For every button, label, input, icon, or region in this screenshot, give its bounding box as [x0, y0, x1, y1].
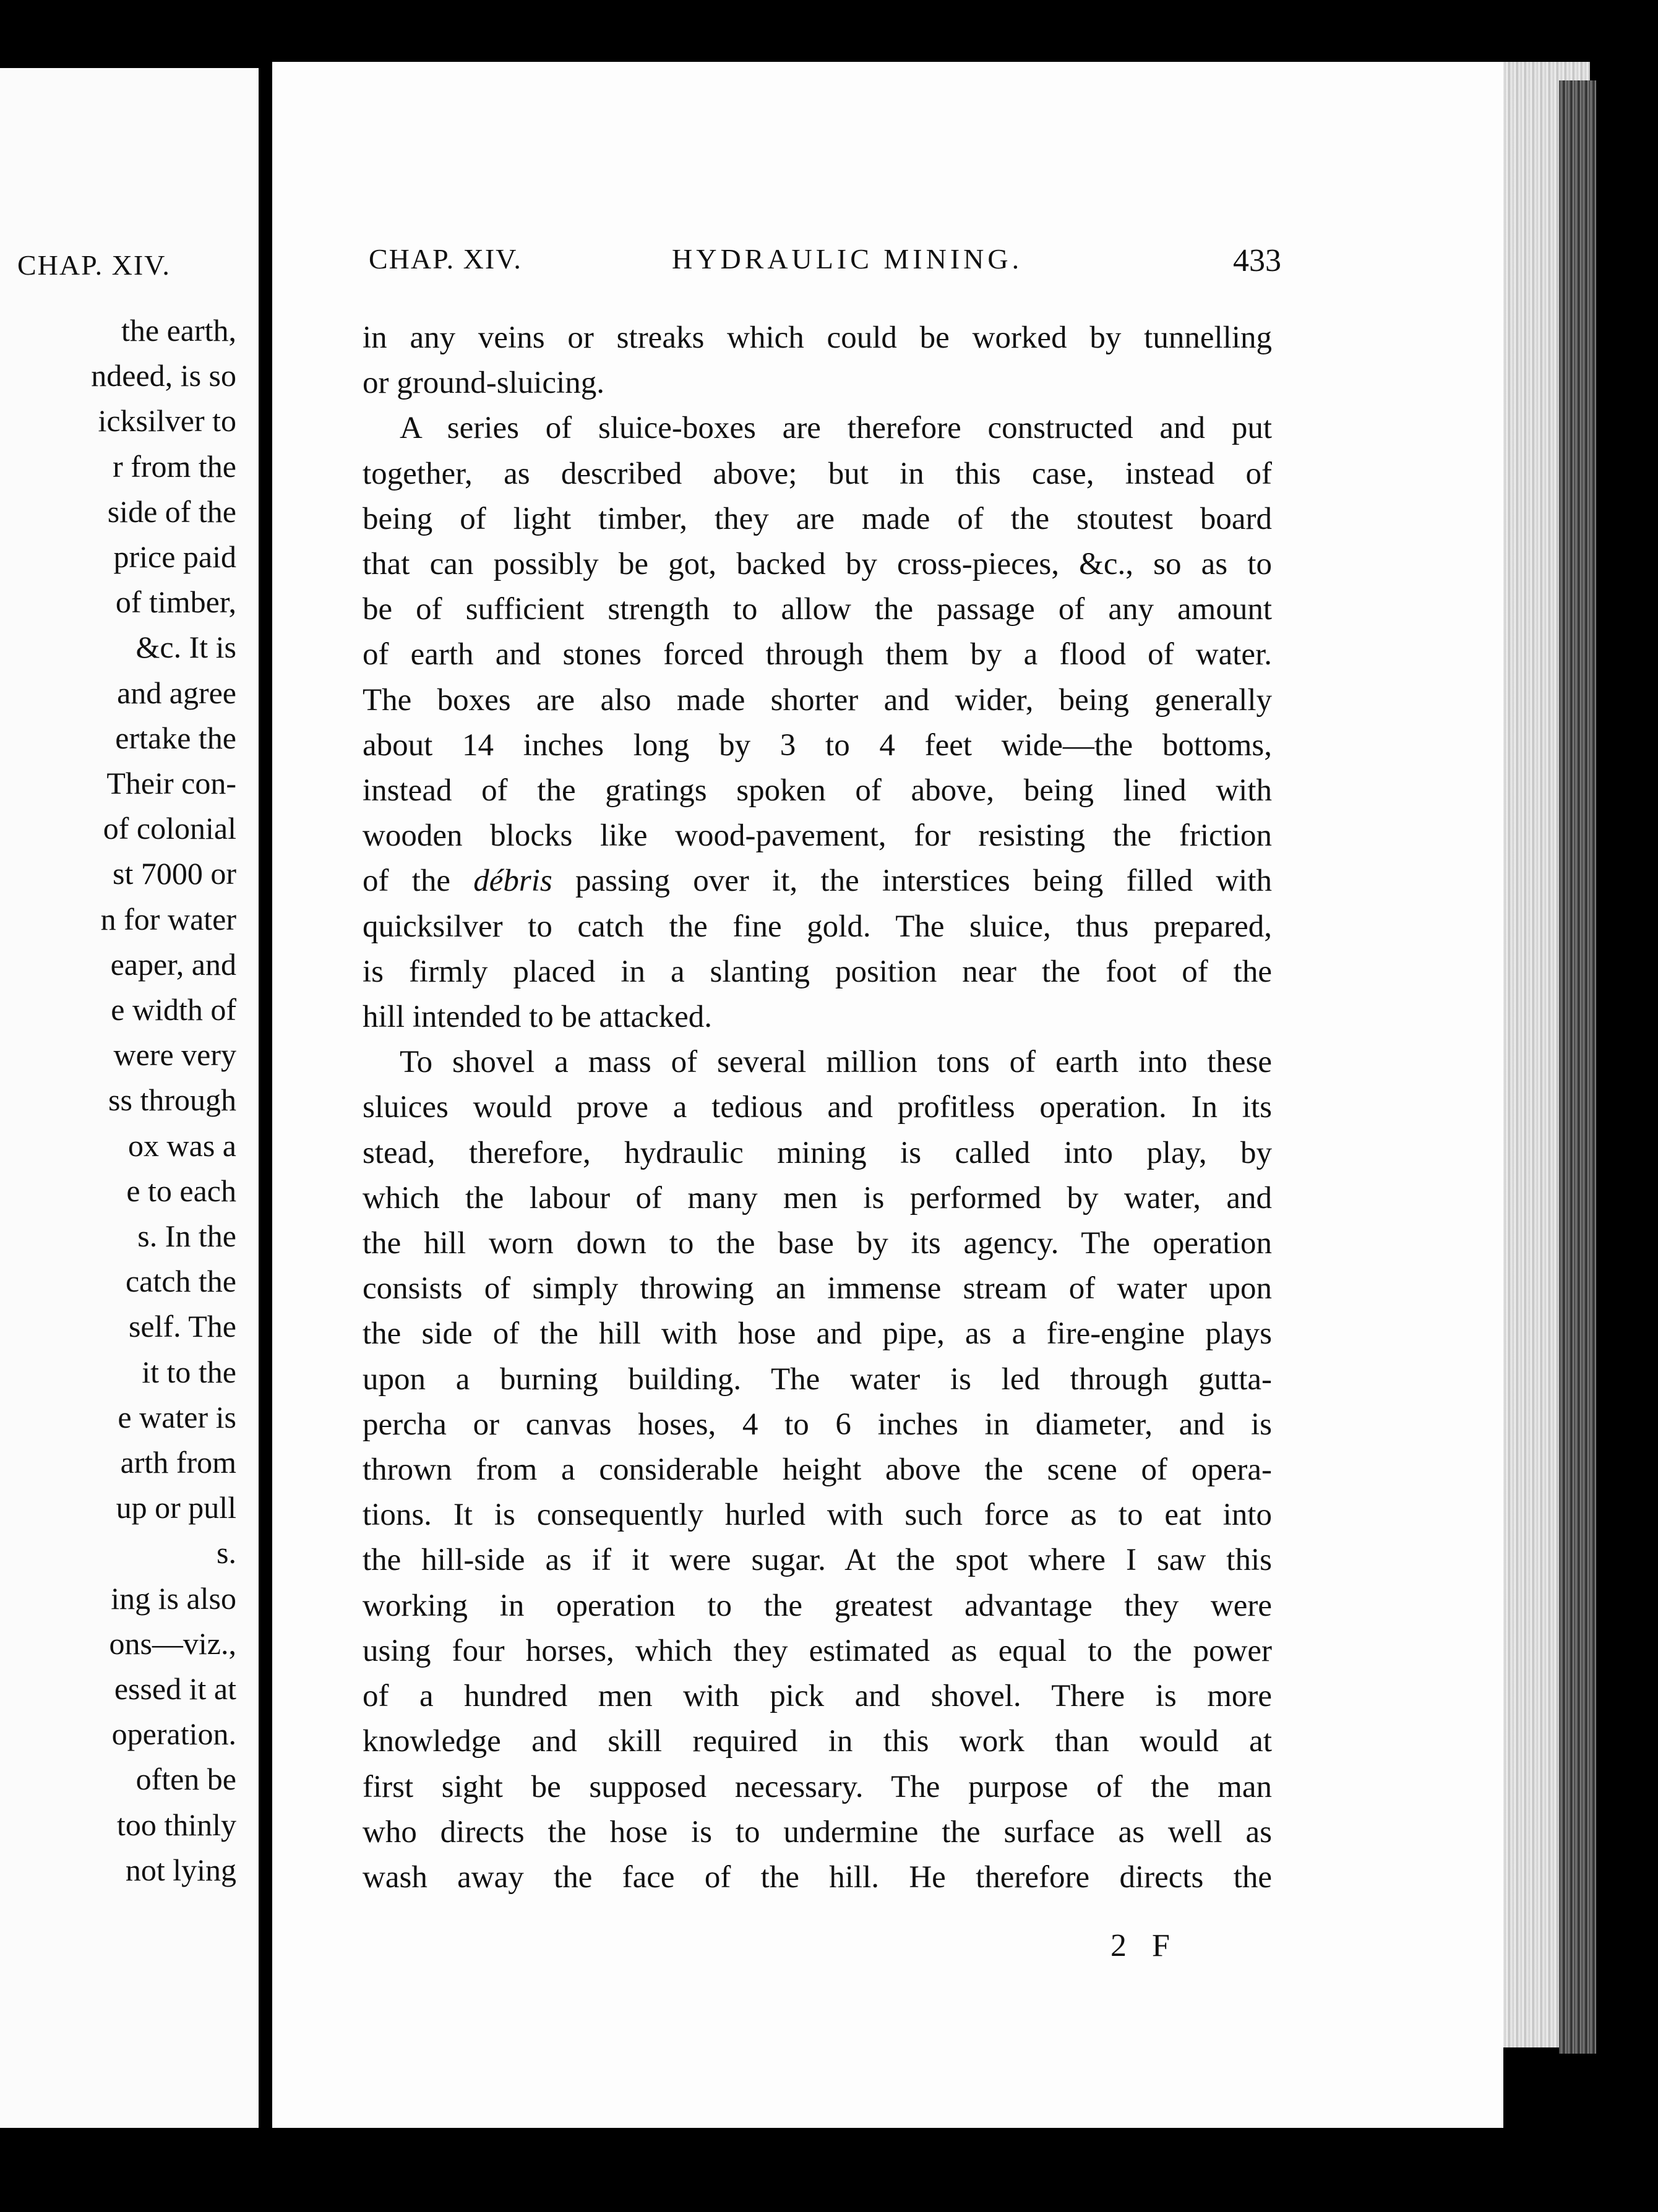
body-text — [363, 315, 1272, 1900]
left-text-line: the earth, — [121, 313, 236, 348]
text-line: being of light timber, they are made of the stoutest board — [363, 501, 1272, 536]
book-binding-edge — [1559, 80, 1596, 2054]
text-line: sluices would prove a tedious and profitless operation. In its — [363, 1090, 1272, 1125]
left-text-line: it to the — [142, 1354, 236, 1389]
text-line: consists of simply throwing an immense stream of water upon — [363, 1271, 1272, 1306]
left-text-line: price paid — [113, 539, 236, 574]
page-number: 433 — [1233, 243, 1281, 278]
left-text-line: ertake the — [115, 720, 236, 755]
text-line: working in operation to the greatest advantage they were — [363, 1588, 1272, 1623]
left-text-line: s. In the — [137, 1219, 236, 1253]
text-line: To shovel a mass of several million tons of earth into these — [400, 1045, 1272, 1080]
text-line: percha or canvas hoses, 4 to 6 inches in diameter, and is — [363, 1407, 1272, 1442]
left-text-line: ons—viz., — [109, 1626, 236, 1661]
left-text-line: arth from — [120, 1445, 236, 1480]
running-head — [369, 242, 1281, 286]
text-line: or ground-sluicing. — [363, 366, 604, 401]
left-text-line: of timber, — [115, 585, 236, 620]
left-text-line: s. — [217, 1535, 236, 1571]
left-text-line: n for water — [100, 901, 236, 937]
signature-mark: 2 F — [1110, 1928, 1179, 1963]
left-text-line: operation. — [111, 1717, 236, 1752]
left-text-line: self. The — [128, 1309, 236, 1344]
left-text-line: catch the — [125, 1264, 236, 1299]
left-text-line: essed it at — [114, 1671, 236, 1706]
text-line: the side of the hill with hose and pipe, as a fire-engine plays — [363, 1316, 1272, 1352]
text-line: The boxes are also made shorter and wider, being generally — [363, 682, 1272, 718]
text-line: wash away the face of the hill. He therefore directs the — [363, 1859, 1272, 1895]
left-text-line: ndeed, is so — [91, 358, 236, 393]
text-line: thrown from a considerable height above the scene of opera- — [363, 1452, 1272, 1488]
left-text-line: often be — [135, 1762, 236, 1797]
left-text-line: r from the — [113, 448, 236, 484]
text-line: the hill-side as if it were sugar. At the spot where I saw this — [363, 1543, 1272, 1578]
text-line: together, as described above; but in this case, instead of — [363, 456, 1272, 491]
text-line: wooden blocks like wood-pavement, for resisting the friction — [363, 818, 1272, 854]
text-line: tions. It is consequently hurled with such force as to eat into — [363, 1498, 1272, 1533]
text-line: of earth and stones forced through them by a flood of water. — [363, 637, 1272, 672]
text-line: A series of sluice-boxes are therefore constructed and put — [400, 411, 1272, 446]
text-line: be of sufficient strength to allow the passage of any amount — [363, 592, 1272, 627]
left-text-line: side of the — [107, 494, 236, 529]
text-line: using four horses, which they estimated as equal to the power — [363, 1633, 1272, 1668]
left-text-line: e width of — [111, 992, 236, 1027]
text-line: in any veins or streaks which could be worked by tunnelling — [363, 320, 1272, 355]
running-title: HYDRAULIC MINING. — [672, 243, 1023, 275]
text-line: stead, therefore, hydraulic mining is called into play, by — [363, 1135, 1272, 1170]
left-text-line: ing is also — [111, 1580, 236, 1616]
text-line: is firmly placed in a slanting position near the foot of the — [363, 954, 1272, 989]
left-text-line: &c. It is — [135, 630, 236, 665]
left-text-line: eaper, and — [110, 946, 236, 982]
text-line: hill intended to be attacked. — [363, 1000, 713, 1035]
text-line: knowledge and skill required in this work than would at — [363, 1724, 1272, 1759]
text-line: that can possibly be got, backed by cross-pieces, &c., so as to — [363, 547, 1272, 582]
text-line: who directs the hose is to undermine the surface as well as — [363, 1814, 1272, 1850]
left-text-line: ss through — [108, 1082, 236, 1118]
left-text-line: too thinly — [116, 1807, 236, 1842]
text-line: the hill worn down to the base by its agency. The operation — [363, 1226, 1272, 1261]
chapter-label: CHAP. XIV. — [369, 243, 522, 275]
text-line: of the débris passing over it, the interstices being filled with — [363, 864, 1272, 899]
left-text-line: not lying — [125, 1852, 236, 1887]
left-page — [0, 68, 259, 2128]
left-text-line: icksilver to — [98, 403, 236, 439]
left-text-line: Their con- — [106, 766, 236, 800]
text-line: quicksilver to catch the fine gold. The sluice, thus prepared, — [363, 909, 1272, 944]
text-line: which the labour of many men is performed by water, and — [363, 1180, 1272, 1215]
left-text-line: e to each — [126, 1173, 236, 1208]
text-line: instead of the gratings spoken of above, being lined with — [363, 773, 1272, 808]
left-text-line: and agree — [117, 675, 236, 710]
left-text-line: up or pull — [116, 1490, 236, 1525]
text-line: first sight be supposed necessary. The purpose of the man — [363, 1769, 1272, 1804]
left-text-line: ox was a — [128, 1128, 236, 1163]
left-text-line: were very — [113, 1037, 236, 1073]
left-text-line: st 7000 or — [113, 856, 236, 891]
text-line: of a hundred men with pick and shovel. There is more — [363, 1679, 1272, 1714]
left-text-line: of colonial — [103, 811, 236, 846]
italic-word: débris — [473, 864, 552, 899]
text-line: upon a burning building. The water is led through gutta- — [363, 1361, 1272, 1397]
left-text-line: e water is — [118, 1399, 236, 1434]
left-running-head: CHAP. XIV. — [17, 249, 171, 281]
text-line: about 14 inches long by 3 to 4 feet wide—the bottoms, — [363, 727, 1272, 763]
